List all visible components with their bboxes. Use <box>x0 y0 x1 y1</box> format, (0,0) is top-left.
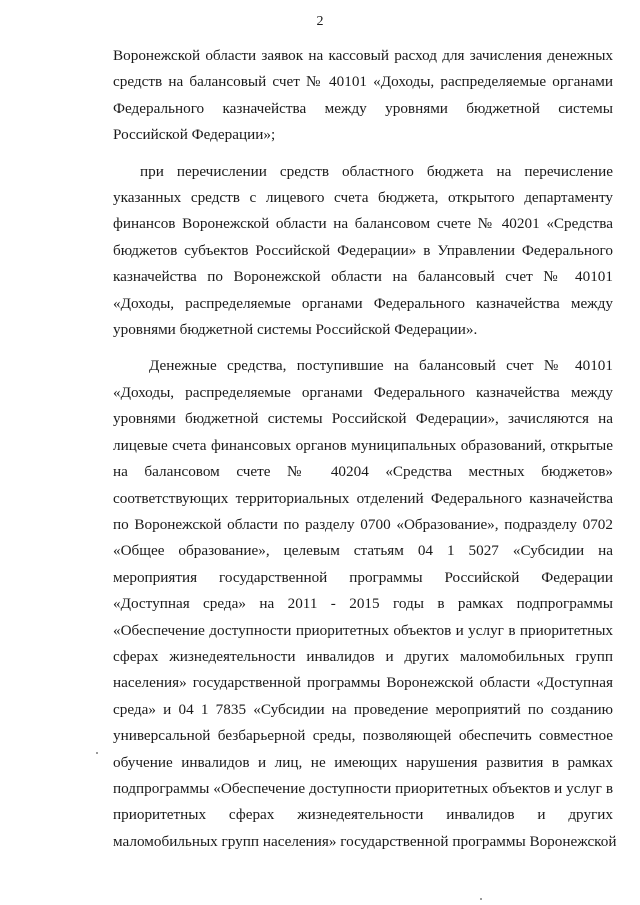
text-line: «Доходы, распределяемые органами Федерального казначейства между <box>113 383 613 401</box>
text-line: обучение инвалидов и лиц, не имеющих нарушения развития в рамках <box>113 753 613 771</box>
scan-dot <box>480 898 482 900</box>
text-line: приоритетных сферах жизнедеятельности инвалидов и других <box>113 806 613 824</box>
paragraph-1 <box>113 43 613 149</box>
scan-dot <box>96 752 98 754</box>
text-line: «Доступная среда» на 2011 - 2015 годы в рамках подпрограммы <box>113 595 613 613</box>
text-line: соответствующих территориальных отделений Федерального казначейства <box>113 489 613 507</box>
text-line: указанных средств с лицевого счета бюджета, открытого департаменту <box>113 189 613 207</box>
text-line: мероприятия государственной программы Российской Федерации <box>113 568 613 586</box>
text-line: уровнями бюджетной системы Российской Федерации», зачисляются на <box>113 410 613 428</box>
text-line: «Общее образование», целевым статьям 04 1 5027 «Субсидии на <box>113 542 613 560</box>
text-line: «Доходы, распределяемые органами Федерального казначейства между <box>113 294 613 312</box>
paragraph-3 <box>113 353 617 855</box>
text-line: уровнями бюджетной системы Российской Федерации». <box>113 321 478 339</box>
text-line: бюджетов субъектов Российской Федерации» в Управлении Федерального <box>113 241 613 259</box>
text-line: Воронежской области заявок на кассовый расход для зачисления денежных <box>113 47 613 64</box>
text-line: населения» государственной программы Воронежской области «Доступная <box>113 674 613 692</box>
text-line: при перечислении средств областного бюджета на перечисление <box>140 162 613 180</box>
text-line: среда» и 04 1 7835 «Субсидии на проведение мероприятий по созданию <box>113 700 613 718</box>
text-line: «Обеспечение доступности приоритетных объектов и услуг в приоритетных <box>113 621 613 639</box>
text-line: маломобильных групп населения» государственной программы Воронежской <box>113 832 617 850</box>
text-line: подпрограммы «Обеспечение доступности приоритетных объектов и услуг в <box>113 779 613 797</box>
text-line: финансов Воронежской области на балансовом счете № 40201 «Средства <box>113 215 613 233</box>
document-body <box>113 43 617 865</box>
text-line: казначейства по Воронежской области на балансовый счет № 40101 <box>113 268 613 286</box>
text-line: по Воронежской области по разделу 0700 «Образование», подразделу 0702 <box>113 515 613 533</box>
text-line: лицевые счета финансовых органов муниципальных образований, открытые <box>113 436 613 454</box>
text-line: средств на балансовый счет № 40101 «Доходы, распределяемые органами <box>113 73 613 91</box>
page-number: 2 <box>316 14 324 29</box>
text-line: универсальной безбарьерной среды, позволяющей обеспечить совместное <box>113 727 613 745</box>
text-line: Денежные средства, поступившие на балансовый счет № 40101 <box>149 357 613 375</box>
paragraph-2 <box>113 159 613 344</box>
text-line: Российской Федерации»; <box>113 126 276 144</box>
text-line: сферах жизнедеятельности инвалидов и других маломобильных групп <box>113 647 613 665</box>
text-line: Федерального казначейства между уровнями бюджетной системы <box>113 99 613 117</box>
text-line: на балансовом счете № 40204 «Средства местных бюджетов» <box>113 463 613 481</box>
